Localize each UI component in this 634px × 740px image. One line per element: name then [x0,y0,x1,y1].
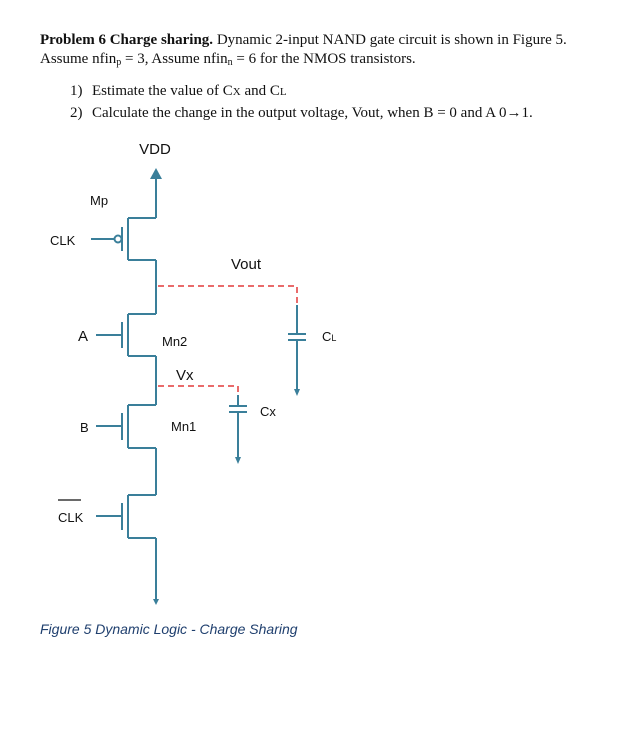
assumption-p-value: = 3, Assume nfin [121,51,228,67]
question-1-text: Estimate the value of C [92,83,233,99]
mp-gate-bubble [115,236,122,243]
clk-label: CLK [50,233,76,248]
cx-ground-arrow-icon [235,457,241,464]
question-1-mid: and C [240,83,280,99]
circuit-wires [91,176,306,600]
question-number: 2) [70,105,83,121]
assumption-p-sub: p [116,57,122,68]
mn1-label: Mn1 [171,419,197,434]
vdd-label: VDD [139,141,171,158]
mp-label: Mp [90,193,109,208]
cx-subscript: X [232,86,241,98]
question-2-text: Calculate the change in the output voltage, Vout, when B = 0 and A 0→1. [92,105,533,121]
cl-ground-arrow-icon [294,389,300,396]
vdd-arrow-icon [150,168,162,179]
figure-caption: Figure 5 Dynamic Logic - Charge Sharing [40,621,298,637]
mn2-label: Mn2 [162,334,188,349]
vout-label: Vout [231,256,262,273]
cl-label [322,329,336,344]
vx-dash [158,386,238,395]
cx-label: Cx [260,404,276,419]
vout-dash [158,286,297,305]
clk-bar-label: CLK [58,510,84,525]
cl-subscript: L [279,86,287,98]
ground-arrow-icon [153,599,159,605]
problem-description: Dynamic 2-input NAND gate circuit is shown in Figure 5. [216,32,567,48]
assumption-n-sub: n [227,57,233,68]
assumption-n-value: = 6 for the NMOS transistors. [232,51,416,67]
b-label: B [80,420,89,435]
vx-label: Vx [176,367,194,384]
assumption-p: Assume nfin [40,51,117,67]
a-label: A [78,328,89,345]
problem-heading: Problem 6 Charge sharing. [40,32,214,48]
question-number: 1) [70,83,83,99]
cl-main: C [322,329,332,344]
cl-sub: L [331,333,337,343]
